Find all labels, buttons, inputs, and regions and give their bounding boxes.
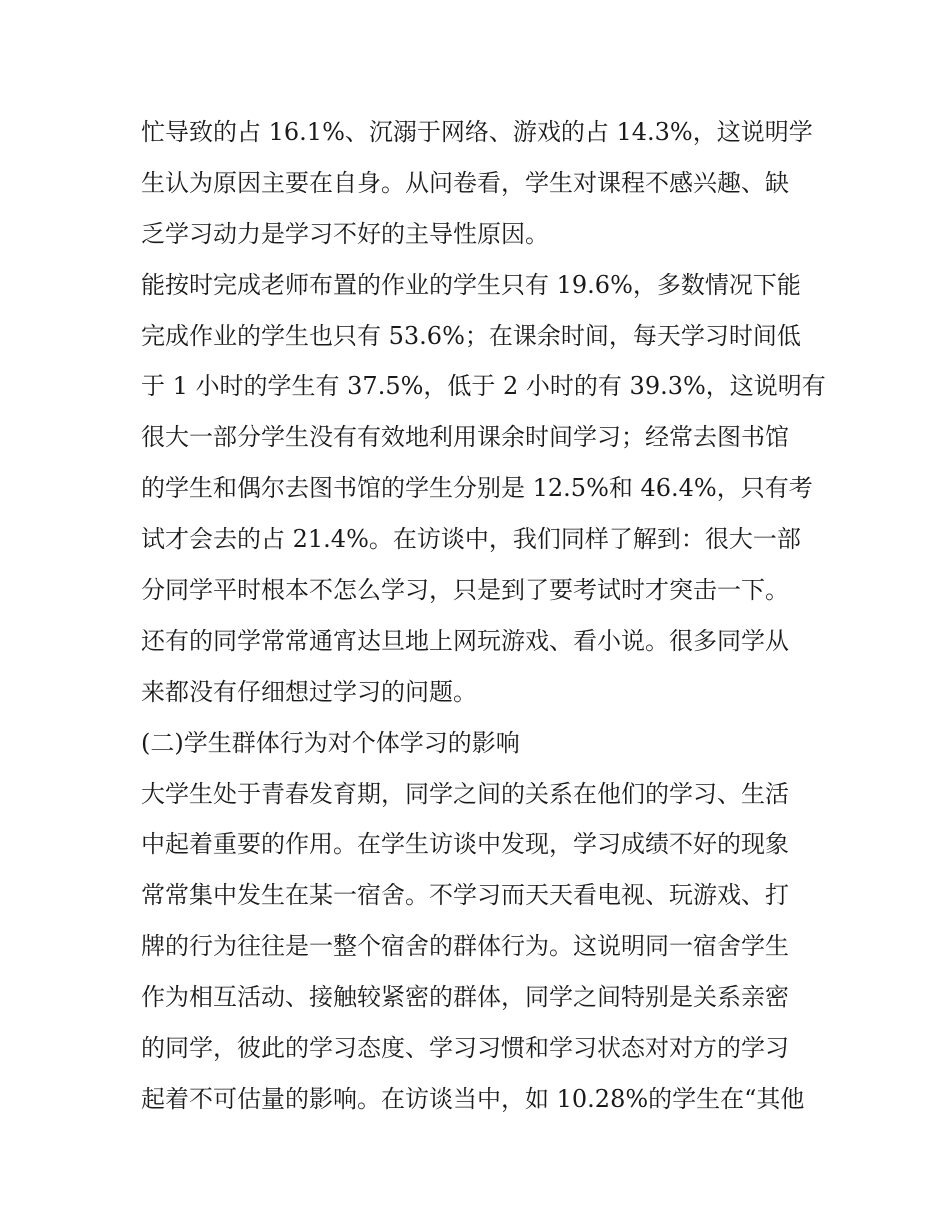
text-line: 能按时完成老师布置的作业的学生只有 19.6%，多数情况下能	[141, 270, 801, 299]
text-line: 还有的同学常常通宵达旦地上网玩游戏、看小说。很多同学从	[141, 626, 789, 655]
text-line: 的学生和偶尔去图书馆的学生分别是 12.5%和 46.4%，只有考	[141, 474, 813, 503]
text-line: 忙导致的占 16.1%、沉溺于网络、游戏的占 14.3%，这说明学	[141, 118, 813, 146]
text-line: 牌的行为往往是一整个宿舍的群体行为。这说明同一宿舍学生	[141, 932, 789, 961]
text-line: 的同学，彼此的学习态度、学习习惯和学习状态对对方的学习	[141, 1034, 789, 1063]
text-line: 完成作业的学生也只有 53.6%；在课余时间，每天学习时间低	[141, 321, 801, 350]
text-line: 起着不可估量的影响。在访谈当中，如 10.28%的学生在“其他	[141, 1084, 805, 1113]
text-line: 于 1 小时的学生有 37.5%，低于 2 小时的有 39.3%，这说明有	[141, 372, 826, 401]
text-line: 常常集中发生在某一宿舍。不学习而天天看电视、玩游戏、打	[141, 881, 789, 910]
text-line: 来都没有仔细想过学习的问题。	[141, 677, 477, 706]
text-line: 中起着重要的作用。在学生访谈中发现，学习成绩不好的现象	[141, 830, 789, 859]
text-line: 作为相互活动、接触较紧密的群体，同学之间特别是关系亲密	[141, 983, 789, 1012]
text-line: 试才会去的占 21.4%。在访谈中，我们同样了解到：很大一部	[141, 525, 801, 554]
text-line: 很大一部分学生没有有效地利用课余时间学习；经常去图书馆	[141, 423, 789, 452]
text-line: 生认为原因主要在自身。从问卷看，学生对课程不感兴趣、缺	[141, 168, 789, 197]
section-heading: (二)学生群体行为对个体学习的影响	[141, 728, 520, 757]
text-line: 乏学习动力是学习不好的主导性原因。	[141, 219, 549, 248]
text-line: 大学生处于青春发育期，同学之间的关系在他们的学习、生活	[141, 779, 789, 808]
text-line: 分同学平时根本不怎么学习，只是到了要考试时才突击一下。	[141, 576, 789, 605]
document-body	[141, 107, 826, 1125]
